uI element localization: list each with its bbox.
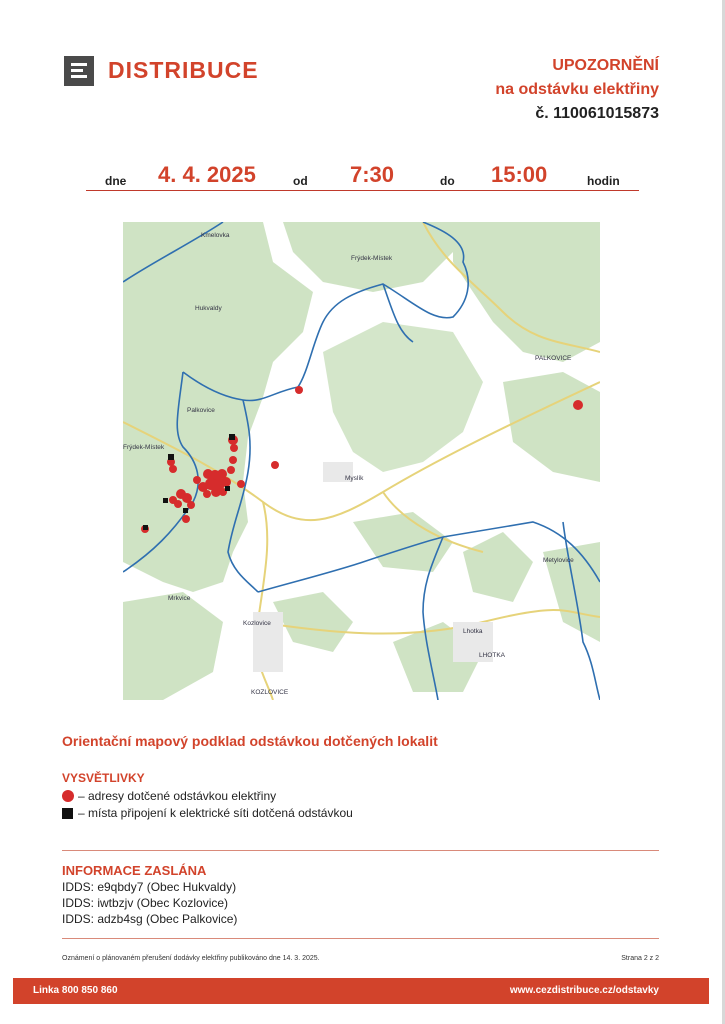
map-label-lhotka-road: LHOTKA	[479, 652, 506, 659]
map-label-myslik: Myslík	[345, 475, 364, 482]
notice-title: UPOZORNĚNÍ	[552, 57, 659, 74]
map-caption: Orientační mapový podklad odstávkou dotčených lokalit	[62, 733, 438, 749]
start-time: 7:30	[350, 162, 395, 187]
map-label-palkovice: Palkovice	[187, 407, 215, 414]
notice-number: č. 110061015873	[535, 105, 659, 122]
map-label-palkovice-road: PALKOVICE	[535, 355, 572, 362]
website-link[interactable]: www.cezdistribuce.cz/odstavky	[509, 985, 659, 996]
schedule-underline	[86, 190, 639, 191]
from-label: od	[293, 174, 308, 188]
map-label-kmelovka: Kmelovka	[201, 232, 230, 239]
legend-connections	[62, 806, 353, 820]
page-number: Strana 2 z 2	[621, 955, 659, 962]
legend-addresses-text: – adresy dotčené odstávkou elektřiny	[78, 789, 277, 803]
map-label-kozlovice: Kozlovice	[243, 620, 271, 627]
cez-logo-icon	[64, 56, 94, 86]
brand-name: DISTRIBUCE	[108, 57, 259, 83]
divider	[62, 938, 659, 939]
black-square-icon	[62, 808, 73, 819]
map-label-mrkvice: Mrkvice	[168, 595, 191, 602]
outage-map	[123, 222, 600, 700]
legend-connections-text: – místa připojení k elektrické síti dotčená odstávkou	[78, 806, 353, 820]
hotline: Linka 800 850 860	[33, 985, 118, 996]
info-title: INFORMACE ZASLÁNA	[62, 863, 207, 878]
date-label: dne	[105, 174, 127, 188]
legend-title: VYSVĚTLIVKY	[62, 771, 145, 785]
end-time: 15:00	[491, 162, 548, 187]
info-line: IDDS: e9qbdy7 (Obec Hukvaldy)	[62, 880, 237, 894]
notice-subtitle: na odstávku elektřiny	[495, 81, 659, 98]
info-line: IDDS: iwtbzjv (Obec Kozlovice)	[62, 896, 229, 910]
map-label-metylovice: Metylovice	[543, 557, 574, 564]
divider	[62, 850, 659, 851]
legend-addresses	[62, 789, 276, 803]
outage-date: 4. 4. 2025	[158, 162, 256, 187]
hours-label: hodin	[587, 174, 620, 188]
info-line: IDDS: adzb4sg (Obec Palkovice)	[62, 912, 238, 926]
map-label-hukvaldy: Hukvaldy	[195, 305, 222, 312]
publication-note: Oznámení o plánovaném přerušení dodávky elektřiny publikováno dne 14. 3. 2025.	[62, 955, 320, 962]
map-label-kozlovice-road: KOZLOVICE	[251, 689, 289, 696]
red-dot-icon	[62, 790, 74, 802]
map-label-lhotka: Lhotka	[463, 628, 483, 635]
map-label-frydek-left: Frýdek-Místek	[123, 444, 165, 451]
to-label: do	[440, 174, 455, 188]
map-label-frydek-top: Frýdek-Místek	[351, 255, 393, 262]
